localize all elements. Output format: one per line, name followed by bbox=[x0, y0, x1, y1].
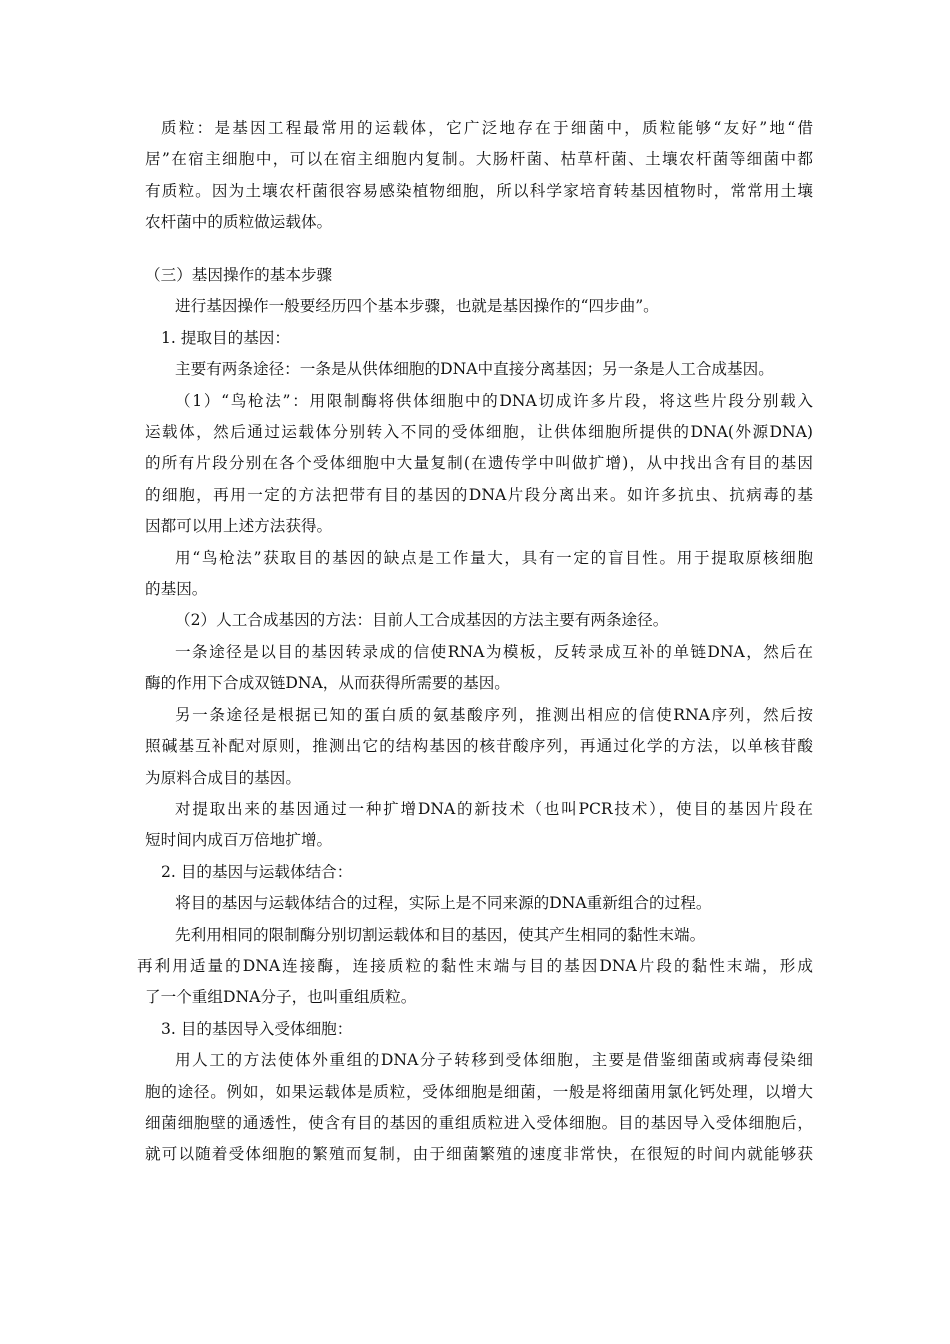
pcr-line: 对提取出来的基因通过一种扩增DNA的新技术（也叫PCR技术），使目的基因片段在 bbox=[175, 799, 813, 818]
shotgun-line: 运载体，然后通过运载体分别转入不同的受体细胞，让供体细胞所提供的DNA(外源DNA) bbox=[145, 423, 813, 442]
step3-line: 就可以随着受体细胞的繁殖而复制，由于细菌繁殖的速度非常快，在很短的时间内就能够获 bbox=[145, 1145, 813, 1164]
step3-line: 用人工的方法使体外重组的DNA分子转移到受体细胞，主要是借鉴细菌或病毒侵染细 bbox=[175, 1051, 813, 1070]
artificial-intro: （2）人工合成基因的方法：目前人工合成基因的方法主要有两条途径。 bbox=[175, 611, 669, 630]
text-line: 质粒：是基因工程最常用的运载体，它广泛地存在于细菌中，质粒能够“友好”地“借 bbox=[161, 119, 813, 137]
route-a-line: 一条途径是以目的基因转录成的信使RNA为模板，反转录成互补的单链DNA，然后在 bbox=[175, 642, 813, 661]
route-b-line: 为原料合成目的基因。 bbox=[145, 768, 301, 787]
shotgun-note-line: 的基因。 bbox=[145, 580, 208, 599]
section-intro: 进行基因操作一般要经历四个基本步骤，也就是基因操作的“四步曲”。 bbox=[175, 297, 659, 316]
step2-title: 2. 目的基因与运载体结合： bbox=[161, 862, 353, 881]
text-line: 居”在宿主细胞中，可以在宿主细胞内复制。大肠杆菌、枯草杆菌、土壤农杆菌等细菌中都 bbox=[145, 150, 813, 169]
shotgun-note-line: 用“鸟枪法”获取目的基因的缺点是工作量大，具有一定的盲目性。用于提取原核细胞 bbox=[175, 548, 813, 567]
section-3 bbox=[137, 260, 813, 1171]
route-b-line: 另一条途径是根据已知的蛋白质的氨基酸序列，推测出相应的信使RNA序列，然后按 bbox=[175, 705, 813, 724]
step3-line: 胞的途径。例如，如果运载体是质粒，受体细胞是细菌，一般是将细菌用氯化钙处理，以增大 bbox=[145, 1082, 813, 1101]
step3-line: 细菌细胞壁的通透性，使含有目的基因的重组质粒进入受体细胞。目的基因导入受体细胞后， bbox=[145, 1113, 813, 1132]
step1-title: 1. 提取目的基因： bbox=[161, 328, 290, 347]
ligase-line: 了一个重组DNA分子，也叫重组质粒。 bbox=[145, 988, 417, 1007]
shotgun-line: （1）“鸟枪法”：用限制酶将供体细胞中的DNA切成许多片段，将这些片段分别载入 bbox=[175, 391, 813, 410]
shotgun-line: 因都可以用上述方法获得。 bbox=[145, 517, 333, 536]
route-a-line: 酶的作用下合成双链DNA，从而获得所需要的基因。 bbox=[145, 674, 510, 693]
ligase-line: 再利用适量的DNA连接酶，连接质粒的黏性末端与目的基因DNA片段的黏性末端，形成 bbox=[137, 956, 813, 975]
step2-line: 先利用相同的限制酶分别切割运载体和目的基因，使其产生相同的黏性末端。 bbox=[175, 925, 706, 944]
section-heading: （三）基因操作的基本步骤 bbox=[145, 266, 333, 284]
shotgun-line: 的所有片段分别在各个受体细胞中大量复制(在遗传学中叫做扩增)，从中找出含有目的基因 bbox=[145, 454, 813, 473]
text-line: 有质粒。因为土壤农杆菌很容易感染植物细胞，所以科学家培育转基因植物时，常常用土壤 bbox=[145, 181, 813, 200]
plasmid-paragraph bbox=[145, 113, 813, 239]
step2-line: 将目的基因与运载体结合的过程，实际上是不同来源的DNA重新组合的过程。 bbox=[175, 894, 712, 913]
step1-main-routes: 主要有两条途径：一条是从供体细胞的DNA中直接分离基因；另一条是人工合成基因。 bbox=[175, 360, 774, 379]
step3-title: 3. 目的基因导入受体细胞： bbox=[161, 1019, 353, 1038]
shotgun-line: 的细胞，再用一定的方法把带有目的基因的DNA片段分离出来。如许多抗虫、抗病毒的基 bbox=[145, 485, 813, 504]
text-line: 农杆菌中的质粒做运载体。 bbox=[145, 213, 333, 232]
pcr-line: 短时间内成百万倍地扩增。 bbox=[145, 831, 333, 850]
route-b-line: 照碱基互补配对原则，推测出它的结构基因的核苷酸序列，再通过化学的方法，以单核苷酸 bbox=[145, 737, 813, 756]
